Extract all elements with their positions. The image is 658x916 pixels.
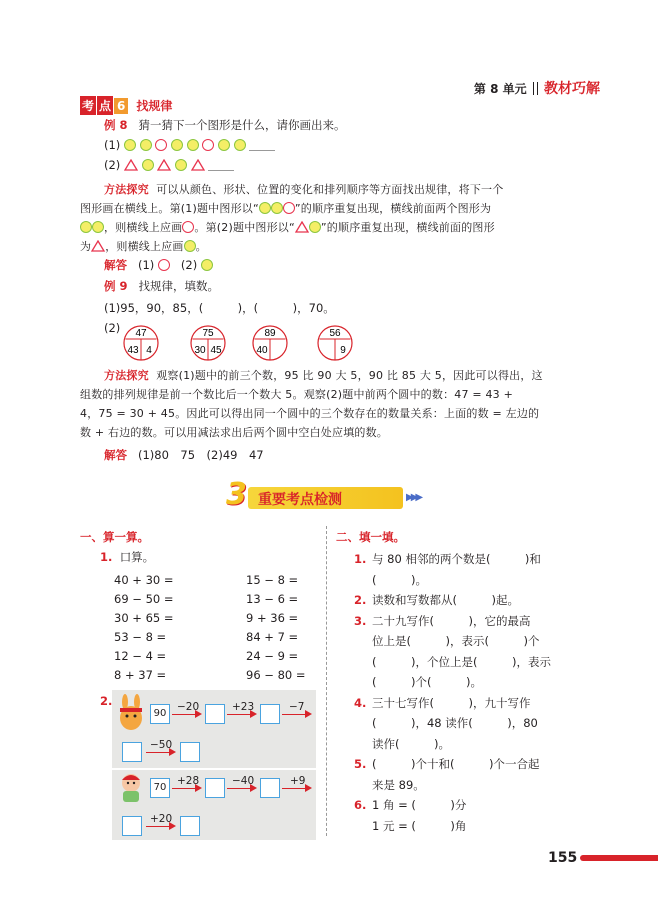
yellow-circle-shape [92,221,104,233]
example-9-part-1: (1)95，90，85，( )，( )，70。 [104,301,335,315]
circle-1-left: 43 [127,345,139,356]
item-number: 1. [354,552,367,566]
calc-item: 69 − 50 = [114,592,174,606]
method-line [80,199,580,218]
answer-blank-line [208,170,234,171]
example-9-question: 找规律，填数。 [138,279,219,293]
child-illustration [114,770,148,804]
number-circle-1 [124,326,158,360]
header-divider [533,82,538,95]
circle-2-top: 75 [202,328,214,339]
red-outline-circle-shape [182,221,194,233]
fill-item-2 [354,590,614,611]
chain-arrow [227,788,255,789]
triangle-shape [191,159,205,171]
example-8-label: 例 8 [104,118,128,132]
item-number: 3. [354,613,367,628]
triangle-shape [91,240,105,252]
calc-item: 40 + 30 = [114,573,174,587]
calc-item: 53 − 8 = [114,630,167,644]
method-text: 图形画在横线上。第(1)题中图形以“ [80,202,259,215]
kaodian-number: 6 [114,98,128,114]
chain-2-box-1[interactable] [205,778,225,798]
chain-arrow [282,714,310,715]
kaodian-title: 找规律 [136,99,173,113]
example-8-part-1 [104,138,275,152]
right-section-heading: 二、填一填。 [336,530,405,544]
chain-arrow [227,714,255,715]
example-9-part-2-label: (2) [104,321,121,335]
answer-text: (1)80 75 (2)49 47 [137,448,264,462]
example-9-method [80,366,580,442]
chain-arrow [172,788,200,789]
chain-1-box-1[interactable] [205,704,225,724]
item-line: ( )个( )。 [372,675,482,689]
item-line: ( )，个位上是( )，表示 [372,654,551,669]
chain-2-box-5[interactable] [180,816,200,836]
answer-blank-line [249,150,275,151]
banner-number: 3 [226,477,247,512]
method-text: 可以从颜色、形状、位置的变化和排列顺序等方面找出规律，将下一个 [156,183,504,196]
answer-part-label: (2) [180,258,198,272]
chain-1-box-2[interactable] [260,704,280,724]
q1-number: 1. [100,550,113,564]
rabbit-illustration [114,694,148,732]
chain-1-box-5[interactable] [180,742,200,762]
method-line: 数 + 右边的数。可以用减法求出后两个圆中空白处应填的数。 [80,426,389,439]
method-label: 方法探究 [104,183,149,196]
item-line: 读作( )。 [372,736,450,751]
chain-1-op-4: −50 [150,739,173,751]
item-number: 2. [354,593,367,607]
calc-item: 12 − 4 = [114,649,167,663]
method-text: 。 [195,240,207,253]
calc-item: 8 + 37 = [114,668,167,682]
method-label: 方法探究 [104,369,149,382]
chain-2-box-4[interactable] [122,816,142,836]
method-text: 为 [80,240,92,253]
yellow-circle-shape [184,240,196,252]
circle-4-right: 9 [340,345,346,356]
method-line [80,366,580,385]
method-line [80,237,580,256]
item-line: 1 元 = ( )角 [372,818,467,833]
item-line: ( )，48 读作( )，80 [372,716,538,730]
example-8-method [80,180,580,256]
example-8-answer [104,258,213,272]
yellow-circle-shape [80,221,92,233]
item-line: 读数和写数都从( )起。 [372,593,519,607]
yellow-circle-shape [271,202,283,214]
method-text: ，则横线上应画 [105,240,184,253]
yellow-circle-shape [234,139,246,151]
calc-item: 13 − 6 = [246,592,299,606]
q1-line [100,550,154,564]
triangle-shape [295,221,309,233]
yellow-circle-shape [142,159,154,171]
chain-2-op-4: +20 [150,813,173,825]
number-circle-4 [318,326,352,360]
method-line [80,218,580,237]
banner-arrows-icon: ▶▶▶ [406,492,421,503]
kaodian-char-1: 考 [80,96,96,115]
item-line: ( )个十和( )个一合起 [372,757,540,771]
red-outline-circle-shape [155,139,167,151]
method-line [80,180,580,199]
number-circles [123,323,373,367]
red-outline-circle-shape [283,202,295,214]
item-line: 二十九写作( )，它的最高 [372,613,531,628]
chain-arrow [146,752,174,753]
calc-item: 24 − 9 = [246,649,299,663]
red-outline-circle-shape [158,259,170,271]
chain-1-op-2: +23 [232,701,255,713]
chain-arrow [282,788,310,789]
circle-2-left: 30 [194,345,206,356]
page-number: 155 [548,850,578,866]
circle-3-left: 40 [256,345,268,356]
section-banner [226,477,421,514]
yellow-circle-shape [187,139,199,151]
answer-label: 解答 [104,258,127,272]
item-number: 6. [354,798,367,812]
chain-2-op-1: +28 [177,775,200,787]
chain-2-box-2[interactable] [260,778,280,798]
fill-in-list [354,549,614,836]
calc-item: 15 − 8 = [246,573,299,587]
circle-1-right: 4 [146,345,152,356]
method-text: ”的顺序重复出现，横线前面两个图形为 [294,202,492,215]
red-outline-circle-shape [202,139,214,151]
fill-item-4 [354,693,614,755]
chain-arrow [172,714,200,715]
calc-right-column [246,571,306,685]
answer-part-label: (1) [137,258,155,272]
column-divider [326,526,327,836]
header-title: 教材巧解 [544,81,600,97]
triangle-shape [157,159,171,171]
number-circle-3 [253,326,287,360]
yellow-circle-shape [171,139,183,151]
kaodian-char-2: 点 [97,96,113,115]
yellow-circle-shape [175,159,187,171]
item-line: 1 角 = ( )分 [372,798,467,812]
answer-label: 解答 [104,448,127,462]
method-text: 观察(1)题中的前三个数，95 比 90 大 5，90 比 85 大 5，因此可以得出，这 [156,369,543,382]
calc-item: 9 + 36 = [246,611,299,625]
item-line: 三十七写作( )，九十写作 [372,695,531,710]
yellow-circle-shape [309,221,321,233]
method-text: 。第(2)题中图形以“ [194,221,295,234]
calc-item: 96 − 80 = [246,668,306,682]
method-text: ，则横线上应画 [104,221,183,234]
fill-item-5 [354,754,614,795]
circle-3-top: 89 [264,328,276,339]
page-header [474,78,600,98]
item-line: ( )。 [372,572,427,587]
calc-left-column [114,571,174,685]
method-text: ”的顺序重复出现，横线前面的图形 [320,221,495,234]
circle-2-right: 45 [210,345,222,356]
item-line: 位上是( )，表示( )个 [372,634,540,648]
item-line: 与 80 相邻的两个数是( )和 [372,552,541,566]
method-line: 4，75 = 30 + 45。因此可以得出同一个圆中的三个数存在的数量关系：上面的数 = 左边的 [80,407,540,420]
calc-item: 84 + 7 = [246,630,299,644]
example-8-line [104,118,345,132]
circle-4-top: 56 [329,328,341,339]
chain-arrow [146,826,174,827]
part-1-label: (1) [104,138,121,152]
fill-item-6 [354,795,614,836]
circle-1-top: 47 [135,328,147,339]
fill-item-1 [354,549,614,590]
chain-2-op-2: −40 [232,775,255,787]
method-line: 组数的排列规律是前一个数比后一个数大 5。观察(2)题中前两个圆中的数：47 = 43 + [80,388,513,401]
item-number: 4. [354,695,367,710]
calc-item: 30 + 65 = [114,611,174,625]
left-section-heading: 一、算一算。 [80,530,149,544]
number-circle-2 [191,326,225,360]
yellow-circle-shape [218,139,230,151]
chain-1-op-1: −20 [177,701,200,713]
item-line: 来是 89。 [372,777,425,792]
triangle-shape [124,159,138,171]
footer-red-bar [580,855,658,861]
q1-title: 口算。 [119,550,155,564]
example-9-label: 例 9 [104,279,128,293]
q2-number: 2. [100,694,113,708]
chain-2-op-3: +9 [290,775,306,787]
chain-2-start: 70 [153,782,167,793]
example-9-line [104,279,219,293]
part-2-label: (2) [104,158,121,172]
banner-title: 重要考点检测 [258,492,342,508]
chain-1-start: 90 [153,708,167,719]
chain-1-box-4[interactable] [122,742,142,762]
fill-item-3 [354,611,614,693]
yellow-circle-shape [259,202,271,214]
example-8-question: 猜一猜下一个图形是什么，请你画出来。 [138,118,346,132]
unit-label: 第 8 单元 [473,82,527,96]
example-8-part-2 [104,158,234,172]
chain-1-op-3: −7 [289,701,305,713]
kaodian-badge [80,96,172,115]
item-number: 5. [354,757,367,771]
chain-1-start-box [150,704,170,724]
yellow-circle-shape [124,139,136,151]
yellow-circle-shape [201,259,213,271]
example-9-answer [104,448,264,462]
yellow-circle-shape [140,139,152,151]
chain-2-start-box [150,778,170,798]
